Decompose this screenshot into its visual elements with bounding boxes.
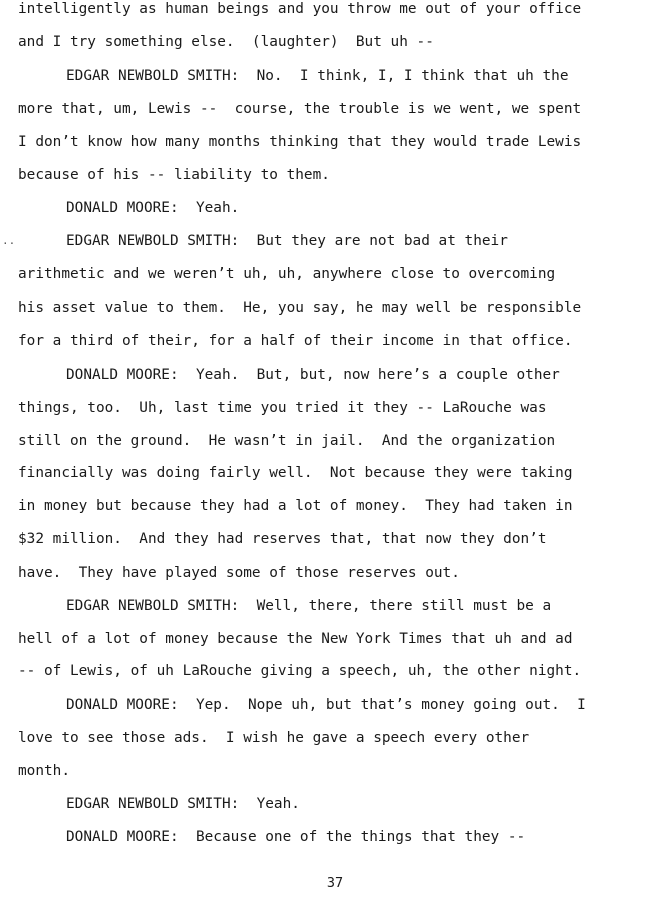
transcript-line: DONALD MOORE: Yeah. But, but, now here’s a couple other	[66, 367, 560, 383]
transcript-line: DONALD MOORE: Yeah.	[66, 200, 240, 216]
transcript-line: arithmetic and we weren’t uh, uh, anywhere close to overcoming	[18, 266, 556, 282]
transcript-line: and I try something else. (laughter) But uh --	[18, 34, 434, 50]
page-number: 37	[326, 875, 344, 891]
transcript-line: in money but because they had a lot of money. They had taken in	[18, 498, 573, 514]
transcript-line: EDGAR NEWBOLD SMITH: Well, there, there still must be a	[66, 598, 552, 614]
transcript-line: financially was doing fairly well. Not because they were taking	[18, 465, 573, 481]
transcript-line: EDGAR NEWBOLD SMITH: Yeah.	[66, 796, 300, 812]
transcript-line: for a third of their, for a half of their income in that office.	[18, 333, 573, 349]
transcript-line: EDGAR NEWBOLD SMITH: But they are not bad at their	[66, 233, 508, 249]
transcript-line: EDGAR NEWBOLD SMITH: No. I think, I, I think that uh the	[66, 68, 569, 84]
transcript-line: things, too. Uh, last time you tried it they -- LaRouche was	[18, 400, 547, 416]
transcript-line: have. They have played some of those reserves out.	[18, 565, 460, 581]
transcript-line: -- of Lewis, of uh LaRouche giving a speech, uh, the other night.	[18, 663, 582, 679]
transcript-line: intelligently as human beings and you throw me out of your office	[18, 1, 582, 17]
transcript-line: still on the ground. He wasn’t in jail. And the organization	[18, 433, 556, 449]
stray-mark: ..	[2, 234, 16, 247]
transcript-line: DONALD MOORE: Because one of the things that they --	[66, 829, 526, 845]
transcript-line: his asset value to them. He, you say, he may well be responsible	[18, 300, 582, 316]
transcript-line: DONALD MOORE: Yep. Nope uh, but that’s money going out. I	[66, 697, 586, 713]
transcript-line: more that, um, Lewis -- course, the trouble is we went, we spent	[18, 101, 582, 117]
transcript-line: love to see those ads. I wish he gave a speech every other	[18, 730, 530, 746]
transcript-line: $32 million. And they had reserves that, that now they don’t	[18, 531, 547, 547]
transcript-line: because of his -- liability to them.	[18, 167, 330, 183]
transcript-line: hell of a lot of money because the New York Times that uh and ad	[18, 631, 573, 647]
transcript-line: month.	[18, 763, 70, 779]
transcript-line: I don’t know how many months thinking that they would trade Lewis	[18, 134, 582, 150]
